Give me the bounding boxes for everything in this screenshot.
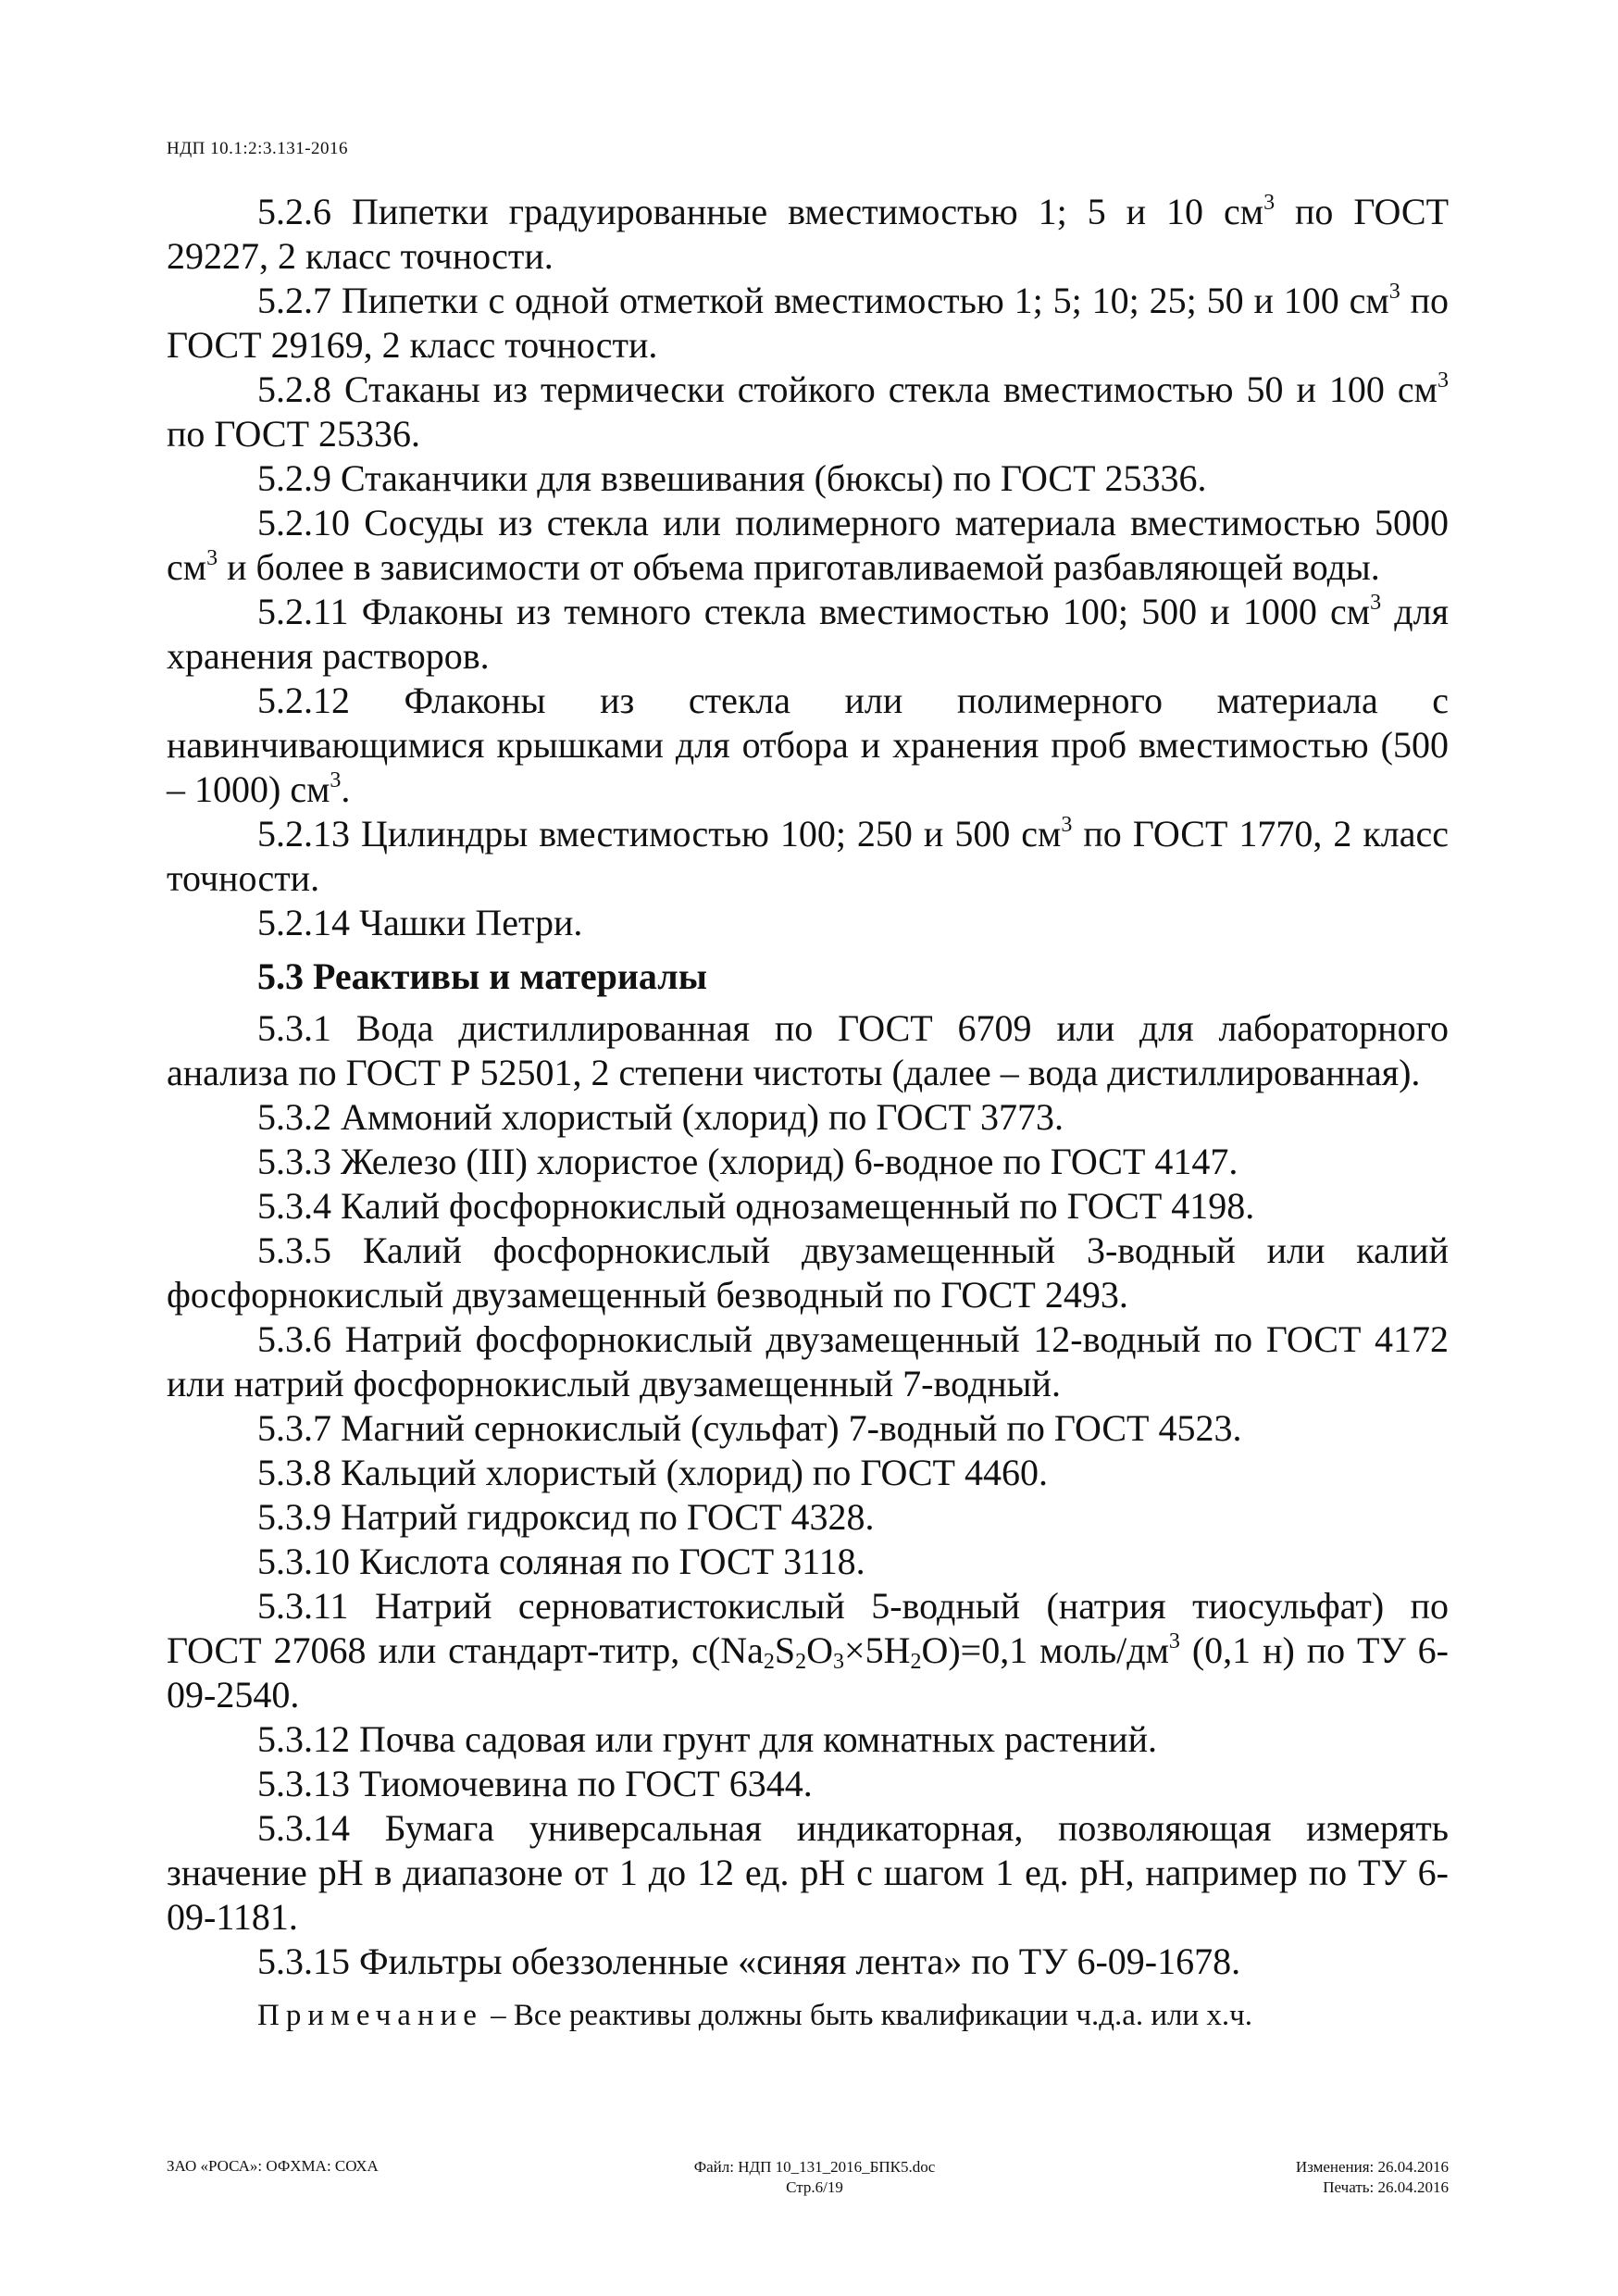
item-5-2-7: 5.2.7 Пипетки с одной отметкой вместимостью 1; 5; 10; 25; 50 и 100 $см^3$ по ГОСТ 29169, 2 класс точности. xyxy=(167,280,1449,366)
document-code: НДП 10.1:2:3.131-2016 xyxy=(167,139,349,158)
footer-print-date: Печать: 26.04.2016 xyxy=(1323,2178,1449,2196)
item-5-2-11: 5.2.11 Флаконы из темного стекла вместимостью 100; 500 и 1000 $см^3$ для хранения растворов. xyxy=(167,591,1449,677)
item-5-3-14: 5.3.14 Бумага универсальная индикаторная, позволяющая измерять значение pH в диапазоне от 1 до 12 ед. pH с шагом 1 ед. pH, например по ТУ 6-09-1181. xyxy=(167,1807,1449,1938)
item-5-3-8: 5.3.8 Кальций хлористый (хлорид) по ГОСТ 4460. xyxy=(257,1452,1048,1493)
section-title: 5.3 Реактивы и материалы xyxy=(257,955,707,997)
item-5-3-7: 5.3.7 Магний сернокислый (сульфат) 7-водный по ГОСТ 4523. xyxy=(257,1407,1242,1449)
note-text: – Все реактивы должны быть квалификации ч.д.а. или х.ч. xyxy=(482,1999,1253,2032)
item-5-3-5: 5.3.5 Калий фосфорнокислый двузамещенный 3-водный или калий фосфорнокислый двузамещенный безводный по ГОСТ 2493. xyxy=(167,1229,1449,1316)
footer-changes-date: Изменения: 26.04.2016 xyxy=(1295,2158,1449,2176)
item-5-3-9: 5.3.9 Натрий гидроксид по ГОСТ 4328. xyxy=(257,1496,875,1538)
item-5-3-12: 5.3.12 Почва садовая или грунт для комнатных растений. xyxy=(257,1718,1157,1760)
item-5-3-15: 5.3.15 Фильтры обеззоленные «синяя лента» по ТУ 6-09-1678. xyxy=(257,1940,1241,1982)
item-5-2-13: 5.2.13 Цилиндры вместимостью 100; 250 и 500 $см^3$ по ГОСТ 1770, 2 класс точности. xyxy=(167,813,1449,899)
note-label: Примечание xyxy=(257,1999,483,2032)
item-5-3-3: 5.3.3 Железо (III) хлористое (хлорид) 6-водное по ГОСТ 4147. xyxy=(257,1141,1238,1182)
item-5-2-12: 5.2.12 Флаконы из стекла или полимерного материала с навинчивающимися крышками для отбора и хранения проб вместимостью (500 – 1000) $см^3$. xyxy=(167,680,1449,810)
footer-dates xyxy=(1296,2157,1449,2198)
item-5-2-6: 5.2.6 Пипетки градуированные вместимостью 1; 5 и 10 $см^3$ по ГОСТ 29227, 2 класс точности. xyxy=(167,191,1449,277)
document-body xyxy=(167,190,1449,2068)
item-5-2-9: 5.2.9 Стаканчики для взвешивания (бюксы) по ГОСТ 25336. xyxy=(257,457,1207,499)
item-5-2-14: 5.2.14 Чашки Петри. xyxy=(257,902,583,943)
item-5-2-10: 5.2.10 Сосуды из стекла или полимерного материала вместимостью 5000 $см^3$ и более в зависимости от объема приготавливаемой разбавляющей воды. xyxy=(167,502,1449,588)
item-5-3-2: 5.3.2 Аммоний хлористый (хлорид) по ГОСТ 3773. xyxy=(257,1096,1064,1138)
footer-company: ЗАО «РОСА»: ОФХМА: СОХА xyxy=(167,2157,379,2175)
footer-file-info xyxy=(620,2157,1009,2198)
item-5-3-6: 5.3.6 Натрий фосфорнокислый двузамещенный 12-водный по ГОСТ 4172 или натрий фосфорнокислый двузамещенный 7-водный. xyxy=(167,1318,1449,1404)
footer-page-number: Стр.6/19 xyxy=(786,2178,843,2196)
note xyxy=(167,1993,1449,2038)
item-5-3-4: 5.3.4 Калий фосфорнокислый однозамещенный по ГОСТ 4198. xyxy=(257,1185,1255,1227)
item-5-3-13: 5.3.13 Тиомочевина по ГОСТ 6344. xyxy=(257,1763,813,1804)
item-5-2-8: 5.2.8 Стаканы из термически стойкого стекла вместимостью 50 и 100 $см^3$ по ГОСТ 25336. xyxy=(167,368,1449,455)
item-5-3-1: 5.3.1 Вода дистиллированная по ГОСТ 6709 или для лабораторного анализа по ГОСТ Р 52501, 2 степени чистоты (далее – вода дистиллированная). xyxy=(167,1007,1449,1093)
item-5-3-11: 5.3.11 Натрий серноватистокислый 5-водный (натрия тиосульфат) по ГОСТ 27068 или стандарт-титр, $с(Na_2S_2O_3\times 5H_2O)=0,1$ моль/$дм^3$ (0,1 н) по ТУ 6-09-2540. xyxy=(167,1585,1450,1716)
item-5-3-10: 5.3.10 Кислота соляная по ГОСТ 3118. xyxy=(257,1541,865,1582)
footer-file: Файл: НДП 10_131_2016_БПК5.doc xyxy=(693,2158,936,2176)
